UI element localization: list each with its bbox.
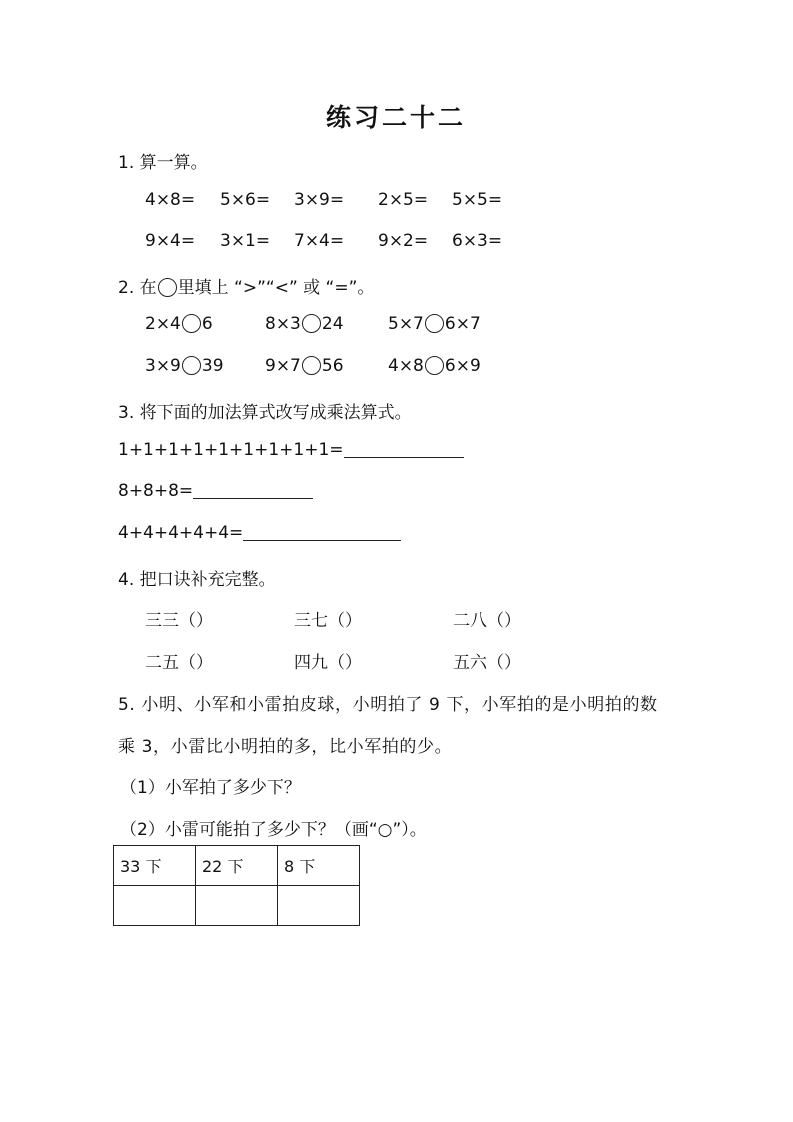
compare-left: 5×7 bbox=[388, 314, 424, 334]
q4-item bbox=[145, 606, 213, 631]
q1-item: 9×2= bbox=[378, 231, 429, 251]
q2-compare-item bbox=[388, 314, 481, 334]
paren-open: （ bbox=[487, 611, 504, 631]
answer-blank[interactable] bbox=[193, 498, 313, 499]
q2-heading-suffix: 里填上 “>”“<” 或 “=”。 bbox=[177, 278, 375, 298]
q1-item: 5×6= bbox=[220, 190, 271, 210]
q5-sub1: （1）小军拍了多少下？ bbox=[120, 778, 301, 798]
q4-item bbox=[294, 606, 362, 631]
answer-table bbox=[113, 845, 360, 926]
q1-item: 6×3= bbox=[452, 231, 503, 251]
q1-item: 5×5= bbox=[452, 190, 503, 210]
q2-heading bbox=[118, 273, 374, 298]
q3-heading: 3. 将下面的加法算式改写成乘法算式。 bbox=[118, 403, 412, 423]
paren-close: ） bbox=[196, 653, 213, 673]
paren-open: （ bbox=[328, 611, 345, 631]
q4-rhyme: 四九 bbox=[294, 653, 328, 673]
q2-compare-item bbox=[265, 356, 344, 376]
q2-compare-item bbox=[145, 314, 213, 334]
paren-open: （ bbox=[179, 611, 196, 631]
paren-close: ） bbox=[196, 611, 213, 631]
q1-item: 7×4= bbox=[294, 231, 345, 251]
compare-circle[interactable] bbox=[182, 356, 201, 375]
compare-circle[interactable] bbox=[425, 356, 444, 375]
table-row bbox=[114, 886, 360, 926]
page-title: 练习二十二 bbox=[326, 103, 467, 132]
q5-sub2: （2）小雷可能拍了多少下？（画“○”）。 bbox=[120, 820, 427, 840]
table-row bbox=[114, 846, 360, 886]
q4-heading: 4. 把口诀补充完整。 bbox=[118, 570, 276, 590]
q4-item bbox=[453, 606, 521, 631]
compare-right: 6×9 bbox=[444, 356, 481, 376]
answer-blank[interactable] bbox=[344, 457, 464, 458]
compare-left: 2×4 bbox=[145, 314, 181, 334]
q3-item bbox=[118, 440, 464, 460]
mark-cell[interactable] bbox=[114, 886, 196, 926]
q4-item bbox=[453, 648, 521, 673]
q1-item: 3×1= bbox=[220, 231, 271, 251]
compare-left: 3×9 bbox=[145, 356, 181, 376]
q1-heading: 1. 算一算。 bbox=[118, 153, 208, 173]
q1-item: 4×8= bbox=[145, 190, 196, 210]
q5-text-line2: 乘 3，小雷比小明拍的多，比小军拍的少。 bbox=[118, 737, 453, 757]
q2-compare-item bbox=[145, 356, 224, 376]
q4-item bbox=[294, 648, 362, 673]
q3-item bbox=[118, 481, 313, 501]
mark-cell[interactable] bbox=[196, 886, 278, 926]
q4-rhyme: 二五 bbox=[145, 653, 179, 673]
q2-compare-item bbox=[265, 314, 344, 334]
compare-circle[interactable] bbox=[302, 314, 321, 333]
compare-right: 39 bbox=[201, 356, 224, 376]
compare-right: 6 bbox=[201, 314, 213, 334]
q2-compare-item bbox=[388, 356, 481, 376]
compare-right: 56 bbox=[321, 356, 344, 376]
paren-close: ） bbox=[504, 653, 521, 673]
q1-item: 9×4= bbox=[145, 231, 196, 251]
q1-item: 2×5= bbox=[378, 190, 429, 210]
q3-item bbox=[118, 523, 401, 543]
q3-expression: 8+8+8= bbox=[118, 481, 194, 501]
compare-left: 9×7 bbox=[265, 356, 301, 376]
q4-item bbox=[145, 648, 213, 673]
paren-close: ） bbox=[345, 611, 362, 631]
paren-close: ） bbox=[504, 611, 521, 631]
circle-icon bbox=[158, 278, 177, 297]
option-label: 33 下 bbox=[114, 846, 196, 886]
compare-circle[interactable] bbox=[425, 314, 444, 333]
paren-open: （ bbox=[179, 653, 196, 673]
compare-left: 8×3 bbox=[265, 314, 301, 334]
compare-circle[interactable] bbox=[302, 356, 321, 375]
compare-right: 6×7 bbox=[444, 314, 481, 334]
paren-close: ） bbox=[345, 653, 362, 673]
option-label: 22 下 bbox=[196, 846, 278, 886]
option-label: 8 下 bbox=[278, 846, 360, 886]
q4-rhyme: 三七 bbox=[294, 611, 328, 631]
compare-left: 4×8 bbox=[388, 356, 424, 376]
q3-expression: 4+4+4+4+4= bbox=[118, 523, 244, 543]
q4-rhyme: 二八 bbox=[453, 611, 487, 631]
answer-blank[interactable] bbox=[243, 540, 401, 541]
q3-expression: 1+1+1+1+1+1+1+1+1= bbox=[118, 440, 344, 460]
q4-rhyme: 五六 bbox=[453, 653, 487, 673]
q5-text-line1: 5. 小明、小军和小雷拍皮球，小明拍了 9 下，小军拍的是小明拍的数 bbox=[118, 695, 658, 715]
paren-open: （ bbox=[328, 653, 345, 673]
q4-rhyme: 三三 bbox=[145, 611, 179, 631]
compare-circle[interactable] bbox=[182, 314, 201, 333]
q1-item: 3×9= bbox=[294, 190, 345, 210]
paren-open: （ bbox=[487, 653, 504, 673]
mark-cell[interactable] bbox=[278, 886, 360, 926]
q2-heading-prefix: 2. 在 bbox=[118, 278, 157, 298]
compare-right: 24 bbox=[321, 314, 344, 334]
